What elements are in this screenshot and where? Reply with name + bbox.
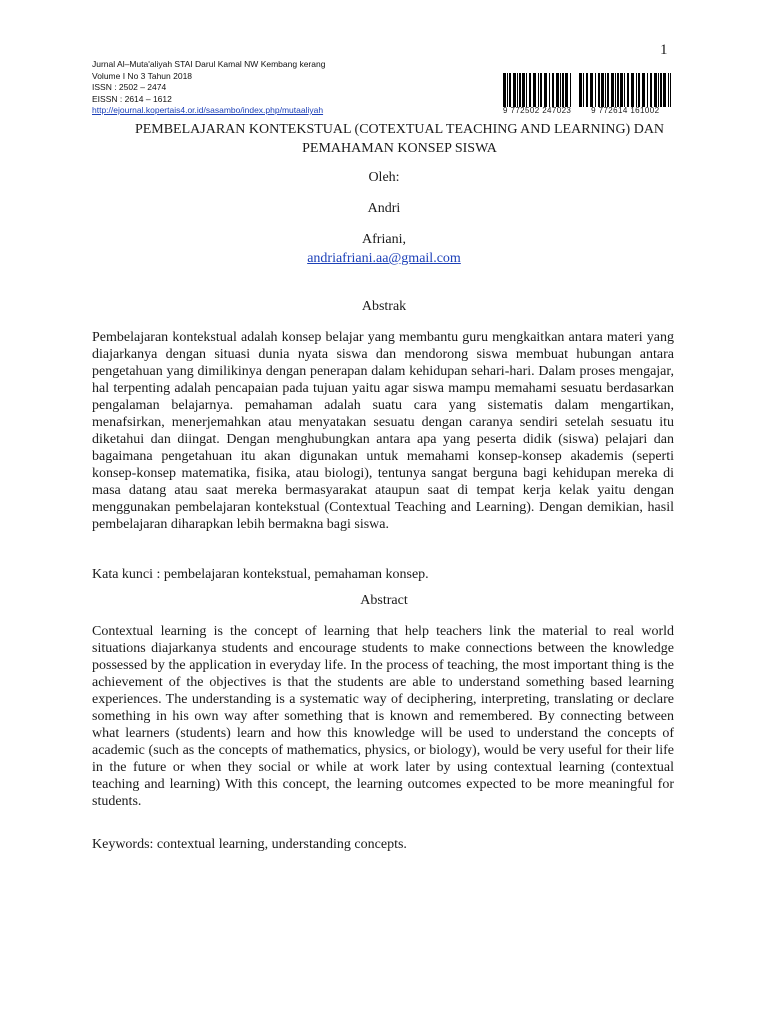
barcode-group bbox=[503, 73, 671, 115]
abstract-body: Contextual learning is the concept of learning that help teachers link the material to real world situations diajarkanya students and encourage students to make connections between the knowledge possessed by the application in everyday life. In the process of teaching, the most important thing is the achievement of the objectives is that the students are able to understand something based learning experiences. The understanding is a systematic way of deciphering, interpreting, translating or declare something in his own way after something that is known and remembered. By connecting between what learners (students) learn and how this knowledge will be used to understand the concepts of academic (such as the concepts of mathematics, physics, or biology), would be very useful for their life in the future or when they social or while at work later by using contextual learning (contextual teaching and learning) With this concept, the learning outcomes expected to be more meaningful for students. bbox=[92, 624, 674, 809]
issn-barcode bbox=[503, 73, 571, 115]
barcode-number: 9 772502 247023 bbox=[503, 106, 572, 115]
barcode-bar bbox=[598, 73, 600, 107]
author-name: Afriani, bbox=[362, 232, 406, 247]
barcode-bar bbox=[654, 73, 657, 107]
barcode-bar bbox=[605, 73, 606, 107]
barcode-bar bbox=[562, 73, 564, 107]
barcode-bar bbox=[611, 73, 614, 107]
abstrak-body: Pembelajaran kontekstual adalah konsep belajar yang membantu guru mengkaitkan antara materi yang diajarkanya dengan situasi dunia nyata siswa dan mendorong siswa membuat hubungan antara pengetahuan yang dimilikinya dengan penerapan dalam kehidupan sehari-hari. Dalam proses mengajar, hal terpenting adalah pencapaian pada tujuan yaitu agar siswa mampu memahami sesuatu berdasarkan pengalaman belajarnya. pemahaman adalah suatu cara yang sistematis dalam mengartikan, menafsirkan, menerjemahkan atau menyatakan sesuatu dengan caranya sendiri setelah sesuatu itu diketahui dan diingat. Dengan menghubungkan antara apa yang peserta didik (siswa) pelajari dan bagaimana pengetahuan itu akan digunakan untuk memahami konsep-konsep akademis (seperti konsep-konsep matematika, fisika, atau biologi), tentunya sangat berguna bagi kehidupan mereka di masa datang atau saat mereka bermasyarakat ataupun saat di tempat kerja kelak yaitu dengan menggunakan pembelajaran kontekstual (Contextual Teaching and Learning). Dengan demikian, hasil pembelajaran diharapkan lebih bermakna bagi siswa. bbox=[92, 330, 674, 532]
barcode-bar bbox=[552, 73, 554, 107]
barcode-icon bbox=[503, 73, 571, 107]
barcode-bar bbox=[647, 73, 648, 107]
barcode-bar bbox=[668, 73, 669, 107]
barcode-bar bbox=[544, 73, 547, 107]
barcode-bar bbox=[620, 73, 623, 107]
barcode-bar bbox=[533, 73, 536, 107]
barcode-bar bbox=[549, 73, 550, 107]
abstract-heading: Abstract bbox=[360, 593, 408, 608]
barcode-bar bbox=[624, 73, 625, 107]
journal-volume: Volume I No 3 Tahun 2018 bbox=[92, 70, 193, 81]
barcode-bar bbox=[522, 73, 525, 107]
journal-header bbox=[92, 59, 325, 117]
journal-eissn: EISSN : 2614 – 1612 bbox=[92, 93, 172, 104]
barcode-bar bbox=[663, 73, 666, 107]
paper-title: PEMBELAJARAN KONTEKSTUAL (COTEXTUAL TEACHING AND LEARNING) DAN PEMAHAMAN KONSEP SISWA bbox=[134, 122, 665, 156]
barcode-icon bbox=[579, 73, 671, 107]
barcode-bar bbox=[509, 73, 511, 107]
barcode-bar bbox=[590, 73, 593, 107]
barcode-bar bbox=[579, 73, 582, 107]
barcode-bar bbox=[636, 73, 637, 107]
barcode-bar bbox=[529, 73, 531, 107]
barcode-bar bbox=[583, 73, 584, 107]
author-name: Andri bbox=[367, 201, 401, 216]
barcode-bar bbox=[517, 73, 518, 107]
barcode-bar bbox=[556, 73, 559, 107]
author-email-link[interactable]: andriafriani.aa@gmail.com bbox=[307, 251, 461, 266]
journal-name: Jurnal Al–Muta'aliyah STAI Darul Kamal NW Kembang kerang bbox=[92, 59, 326, 69]
barcode-bar bbox=[670, 73, 671, 107]
barcode-bar bbox=[627, 73, 629, 107]
kata-kunci: Kata kunci : pembelajaran kontekstual, pemahaman konsep. bbox=[92, 567, 429, 582]
barcode-bar bbox=[586, 73, 588, 107]
barcode-number: 9 772614 161002 bbox=[591, 106, 660, 115]
barcode-bar bbox=[642, 73, 645, 107]
barcode-bar bbox=[570, 73, 571, 107]
barcode-bar bbox=[650, 73, 652, 107]
barcode-bar bbox=[526, 73, 527, 107]
journal-url-link[interactable]: http://ejournal.kopertais4.or.id/sasambo/index.php/mutaaliyah bbox=[92, 105, 324, 115]
barcode-bar bbox=[660, 73, 662, 107]
barcode-bar bbox=[617, 73, 619, 107]
barcode-bar bbox=[631, 73, 634, 107]
page-number: 1 bbox=[660, 42, 668, 58]
barcode-bar bbox=[560, 73, 561, 107]
barcode-bar bbox=[565, 73, 568, 107]
barcode-bar bbox=[601, 73, 604, 107]
eissn-barcode bbox=[579, 73, 671, 115]
barcode-bar bbox=[513, 73, 516, 107]
barcode-bar bbox=[658, 73, 659, 107]
barcode-bar bbox=[607, 73, 609, 107]
abstrak-heading: Abstrak bbox=[361, 299, 407, 314]
journal-issn: ISSN : 2502 – 2474 bbox=[92, 82, 167, 92]
barcode-bar bbox=[595, 73, 596, 107]
barcode-bar bbox=[615, 73, 616, 107]
barcode-bar bbox=[638, 73, 640, 107]
keywords: Keywords: contextual learning, understanding concepts. bbox=[92, 837, 407, 852]
barcode-bar bbox=[540, 73, 542, 107]
barcode-bar bbox=[519, 73, 521, 107]
barcode-bar bbox=[507, 73, 508, 107]
barcode-bar bbox=[503, 73, 506, 107]
barcode-bar bbox=[538, 73, 539, 107]
by-label: Oleh: bbox=[368, 170, 400, 185]
